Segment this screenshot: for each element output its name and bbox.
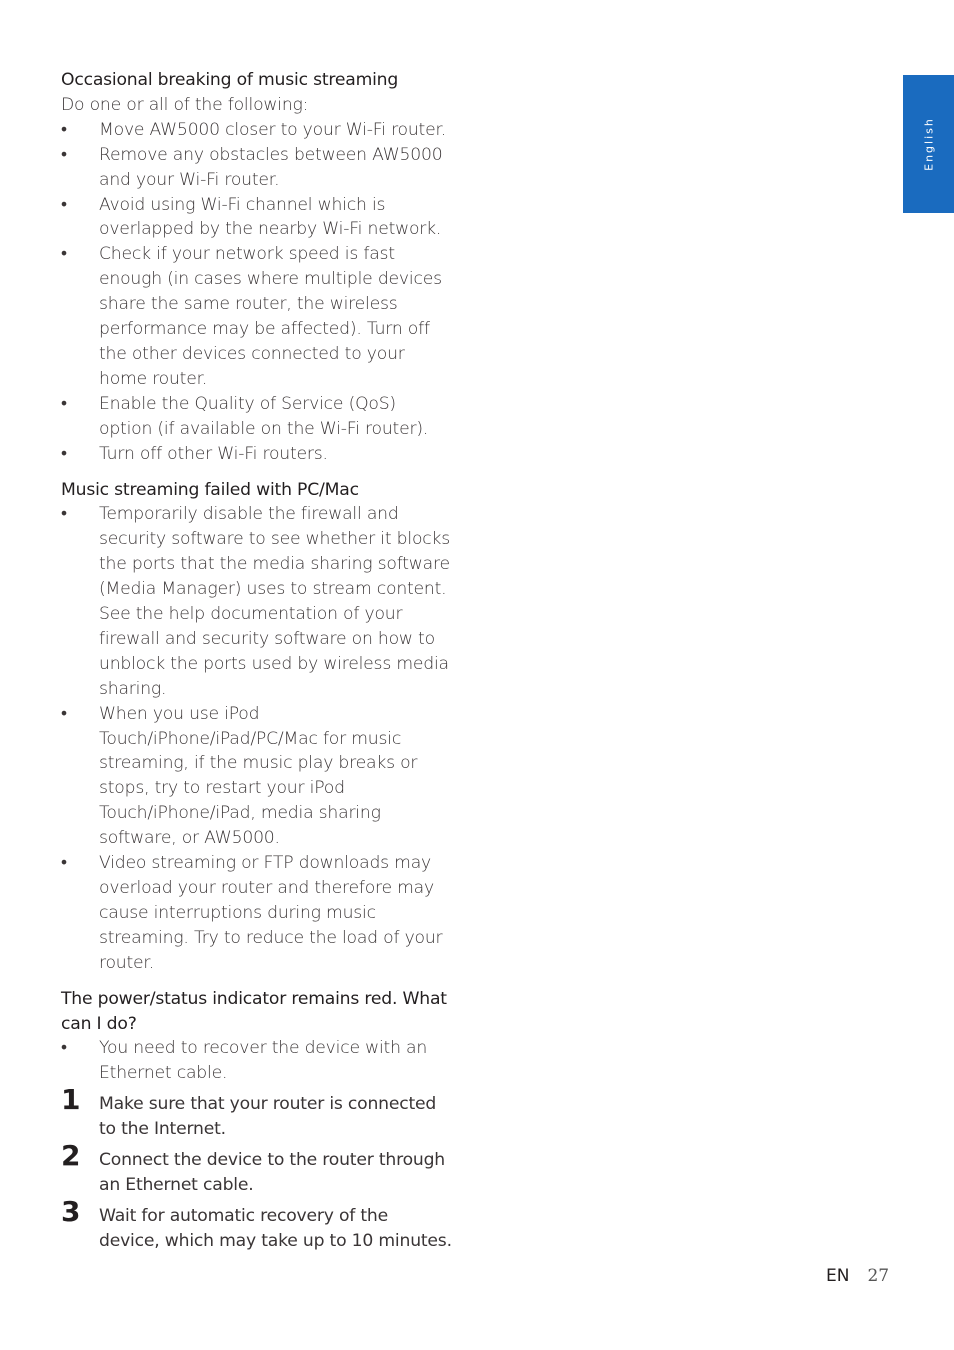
list-item-text: Remove any obstacles between AW5000 and your Wi-Fi router. [99,144,443,190]
bullet-icon: • [61,119,67,140]
step-number: 2 [61,1139,81,1173]
step-number: 3 [61,1194,81,1228]
list-item-text: Turn off other Wi-Fi routers. [99,443,328,464]
bullet-icon: • [61,244,67,265]
list-item [61,193,453,243]
section-occasional-breaking [61,68,453,467]
section-intro: Do one or all of the following: [61,94,309,115]
step-item [61,1139,453,1198]
list-item-text: Enable the Quality of Service (QoS) option (if available on the Wi-Fi router). [99,393,429,439]
page-number: 27 [867,1266,890,1286]
language-tab-label: English [922,117,935,171]
list-item-text: Avoid using Wi-Fi channel which is overlapped by the nearby Wi-Fi network. [99,194,442,240]
bullet-icon: • [61,853,67,874]
list-item-text: You need to recover the device with an Ethernet cable. [99,1038,428,1084]
bullet-list [61,502,453,975]
step-number: 1 [61,1083,81,1117]
footer-lang-code: EN [826,1266,850,1286]
list-item-text: Video streaming or FTP downloads may overload your router and therefore may cause interruptions during music streaming. Try to reduce the load of your router. [99,853,443,973]
language-tab [903,75,954,213]
list-item-text: Check if your network speed is fast enough (in cases where multiple devices share the same router, the wireless performance may be affected). Turn off the other devices connected to your home router. [99,244,442,389]
list-item [61,143,453,193]
bullet-icon: • [61,1038,67,1059]
section-heading: The power/status indicator remains red. What can I do? [61,988,447,1034]
bullet-icon: • [61,443,67,464]
section-pc-mac-streaming [61,478,453,976]
list-item [61,1036,453,1086]
list-item [61,851,453,976]
bullet-icon: • [61,703,67,724]
step-item [61,1194,453,1254]
step-list [61,1083,453,1253]
bullet-list [61,1036,453,1086]
step-text: Wait for automatic recovery of the device, which may take up to 10 minutes. [99,1205,452,1251]
list-item [61,702,453,851]
list-item [61,502,453,701]
list-item-text: When you use iPod Touch/iPhone/iPad/PC/Mac for music streaming, if the music play breaks or stops, try to restart your iPod Touch/iPhone/iPad, media sharing software, or AW5000. [99,703,418,849]
bullet-icon: • [61,393,67,414]
step-text: Connect the device to the router through an Ethernet cable. [99,1150,445,1195]
list-item [61,442,453,467]
section-indicator-red [61,987,453,1254]
list-item [61,242,453,391]
bullet-icon: • [61,504,67,525]
list-item-text: Temporarily disable the firewall and security software to see whether it blocks the ports that the media sharing software (Media Manager) uses to stream content. See the help documentation of your firewall and security software on how to unblock the ports used by wireless media sharing. [99,504,451,699]
page-content [61,68,453,1260]
page-footer [826,1266,889,1286]
step-text: Make sure that your router is connected to the Internet. [99,1094,437,1140]
step-item [61,1083,453,1142]
bullet-list [61,118,453,467]
list-item [61,392,453,442]
list-item-text: Move AW5000 closer to your Wi-Fi router. [99,119,447,140]
section-heading: Occasional breaking of music streaming [61,70,399,90]
bullet-icon: • [61,194,67,215]
bullet-icon: • [61,144,67,165]
section-heading: Music streaming failed with PC/Mac [61,479,359,500]
list-item [61,118,453,143]
